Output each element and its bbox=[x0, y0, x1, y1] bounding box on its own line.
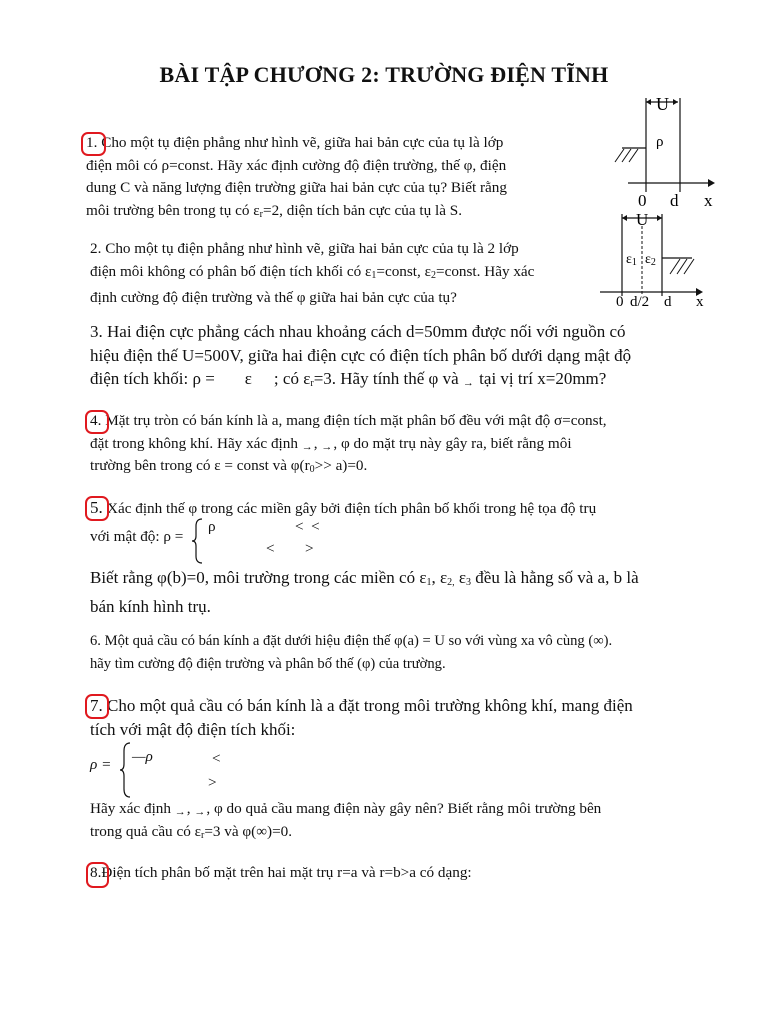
page-title: BÀI TẬP CHƯƠNG 2: TRƯỜNG ĐIỆN TĨNH bbox=[159, 62, 609, 87]
problem-8-number: 8. bbox=[90, 862, 101, 885]
problem-4-number: 4. bbox=[90, 410, 101, 433]
svg-text:ε1 bbox=[626, 252, 637, 268]
fig2-label-e2: ε bbox=[645, 252, 651, 267]
problem-5-piecewise: với mật độ: ρ = ρ < < < > bbox=[90, 518, 390, 566]
left-brace bbox=[192, 518, 204, 564]
fig2-sub2: 2 bbox=[650, 257, 656, 268]
fig1-label-x: x bbox=[704, 191, 713, 210]
fig2-sub1: 1 bbox=[631, 257, 637, 268]
problem-1: 1. Cho một tụ điện phẳng như hình vẽ, giữa hai bản cực của tụ là lớp điện môi có ρ=const. Hãy xác định cường độ điện trường, thế φ, điện dung C và năng lượng điện trường giữa hai bản cực của tụ? Biết rằng môi trường bên trong tụ có $\varepsilon_r=2$, diện tích bản cực của tụ là S. bbox=[86, 132, 592, 226]
fig2-label-x: x bbox=[696, 294, 704, 308]
problem-7-number: 7. bbox=[90, 694, 103, 718]
fig1-label-0: 0 bbox=[638, 191, 647, 210]
fig2-label-e1: ε bbox=[626, 252, 632, 267]
fig1-label-u: U bbox=[656, 94, 669, 114]
fig2-label-u: U bbox=[636, 210, 649, 229]
red-circle-mark bbox=[85, 410, 109, 434]
problem-1-number: 1. bbox=[86, 132, 97, 155]
red-circle-mark bbox=[86, 862, 109, 888]
problem-5: 5. Xác định thế φ trong các miền gây bởi điện tích phân bố khối trong hệ tọa độ trụ bbox=[90, 496, 712, 521]
fig2-label-0: 0 bbox=[616, 294, 624, 308]
red-circle-mark bbox=[81, 132, 106, 156]
figure-capacitor-2 bbox=[596, 208, 712, 308]
problem-7: 7. Cho một quả cầu có bán kính là a đặt trong môi trường không khí, mang điện tích với mật độ điện tích khối: bbox=[90, 694, 712, 741]
problem-4: 4. Mặt trụ tròn có bán kính là a, mang điện tích mặt phân bố đều với mật độ σ=const, đặt trong không khí. Hãy xác định , , φ do mặt trụ này gây ra, biết rằng môi trường bên trong có ε = const và $\varphi(r_0>> a)=0$. bbox=[90, 410, 710, 482]
problem-7-piecewise: ρ = —ρ < > bbox=[90, 742, 330, 798]
problem-7-question: Hãy xác định , , φ do quả cầu mang điện này gây nên? Biết rằng môi trường bên trong quả cầu có $\varepsilon_r=3$ và φ(∞)=0. bbox=[90, 800, 602, 841]
red-circle-mark bbox=[85, 694, 109, 719]
fig1-label-rho: ρ bbox=[656, 134, 664, 150]
problem-5-number: 5. bbox=[90, 496, 103, 520]
problem-3: 3. Hai điện cực phẳng cách nhau khoảng cách d=50mm được nối với nguồn có hiệu điện thế U=500V, giữa hai điện cực có điện tích phân bố dưới dạng mật độ điện tích khối: ρ = ε ; có $\varepsilon_r=3$. Hãy tính thế φ và tại vị trí x=20mm? bbox=[90, 322, 632, 389]
figure-capacitor-1 bbox=[600, 92, 720, 210]
problem-6: 6. Một quả cầu có bán kính a đặt dưới hiệu điện thế φ(a) = U so với vùng xa vô cùng (∞). hãy tìm cường độ điện trường và phân bố thế (φ) của trường. bbox=[90, 633, 613, 672]
problem-2: 2. Cho một tụ điện phẳng như hình vẽ, giữa hai bản cực của tụ là 2 lớp điện môi không có phân bố điện tích khối có $\varepsilon_1=const$, $\varepsilon_2=const$. Hãy xác định cường độ điện trường và thế φ giữa hai bản cực của tụ? bbox=[90, 240, 535, 306]
fig2-label-d: d bbox=[664, 294, 672, 308]
fig1-label-d: d bbox=[670, 191, 679, 210]
problem-5-condition: Biết rằng φ(b)=0, môi trường trong các miền có $\varepsilon_1$, $\varepsilon_{2,}$ $\varepsilon_3$ đều là hằng số và a, b là bán kính hình trụ. bbox=[90, 568, 639, 616]
fig2-label-d2: d/2 bbox=[630, 294, 650, 308]
left-brace bbox=[120, 742, 132, 798]
svg-text:ε2 bbox=[645, 252, 656, 268]
problem-8: 8.Điện tích phân bố mặt trên hai mặt trụ r=a và r=b>a có dạng: bbox=[90, 862, 710, 885]
